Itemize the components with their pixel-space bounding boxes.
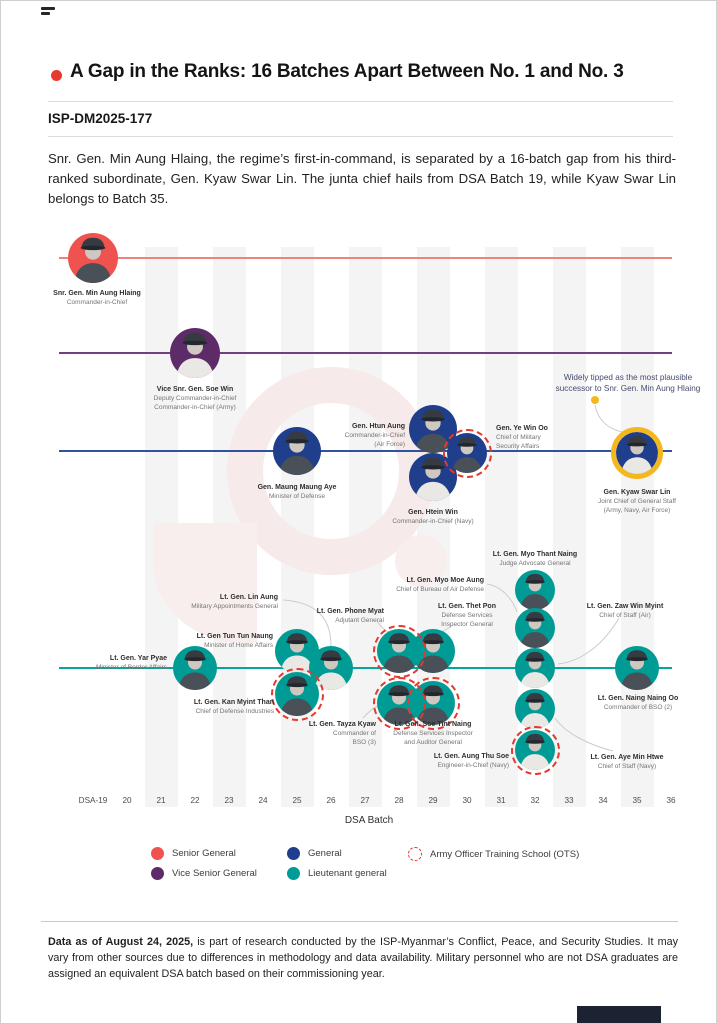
legend-item-senior-general <box>151 847 236 860</box>
officer-marker <box>515 689 555 729</box>
footer-note-body: is part of research conducted by the ISP-Myanmar’s Conflict, Peace, and Security Studies. It may vary from other sources due to differences in methodology and data availability. Military personnel who are not DSA graduates are assigned an equivalent DSA batch based on their commissioning year. <box>48 936 678 981</box>
officer-role: Chief of Bureau of Air Defense <box>396 586 484 593</box>
legend-label: Lieutenant general <box>308 868 387 879</box>
officer-role: BSO (3) <box>352 739 376 746</box>
officer-name: Lt. Gen. Myo Moe Aung <box>406 577 484 584</box>
officer-role: Commander of BSO (2) <box>603 704 673 711</box>
officer-label <box>396 576 484 594</box>
x-tick: 30 <box>462 796 472 805</box>
ots-ring <box>511 726 560 775</box>
officer-role: Minister of Border Affairs <box>95 664 167 671</box>
legend-label: Senior General <box>172 848 236 859</box>
officer-marker <box>515 648 555 688</box>
ots-dashed-circle-icon <box>408 847 422 861</box>
officer-label <box>587 602 664 620</box>
officer-role: Chief of Staff (Air) <box>599 612 651 619</box>
x-tick: 22 <box>190 796 200 805</box>
officer-label <box>493 550 577 568</box>
general-dot-icon <box>287 847 300 860</box>
officer-label <box>591 753 664 771</box>
officer-role: Security Affairs <box>496 443 540 450</box>
officer-portrait <box>515 689 555 729</box>
x-tick: 36 <box>666 796 676 805</box>
officer-role: Judge Advocate General <box>499 560 571 567</box>
ots-ring <box>373 625 426 678</box>
x-tick: 20 <box>122 796 132 805</box>
officer-portrait <box>68 233 118 283</box>
officer-role: Chief of Staff (Navy) <box>597 763 657 770</box>
officer-label <box>598 488 676 515</box>
legend-item-ots <box>408 847 579 861</box>
annotation-line1: Widely tipped as the most plausible <box>563 373 693 382</box>
officer-name: Lt. Gen. Aung Thu Soe <box>433 753 509 760</box>
officer-role: Commander-in-Chief <box>344 432 405 439</box>
ots-ring <box>271 668 324 721</box>
officer-label <box>309 720 376 747</box>
officer-portrait <box>615 646 659 690</box>
document-id: ISP-DM2025-177 <box>48 111 153 126</box>
officer-label <box>258 483 337 501</box>
legend-item-general <box>287 847 342 860</box>
officer-role: (Air Force) <box>374 441 405 448</box>
officer-label <box>438 602 496 629</box>
x-tick: 23 <box>224 796 234 805</box>
officer-portrait <box>515 608 555 648</box>
officer-label <box>434 752 509 770</box>
officer-role: Minister of Defense <box>268 493 325 500</box>
x-tick: 34 <box>598 796 608 805</box>
officer-marker <box>515 570 555 610</box>
officer-name: Lt. Gen. Zaw Win Myint <box>586 603 664 610</box>
officer-label <box>345 422 405 449</box>
officer-name: Lt. Gen. Naing Naing Oo <box>597 695 679 702</box>
officer-role: Inspector General <box>441 621 493 628</box>
officer-name: Lt. Gen. Thet Pon <box>438 603 496 610</box>
officer-name: Gen. Htein Win <box>408 509 458 516</box>
officer-role: and Auditor General <box>404 739 462 746</box>
officer-role: Commander-in-Chief <box>66 299 128 306</box>
x-tick: 24 <box>258 796 268 805</box>
officer-role: Engineer-in-Chief (Navy) <box>437 762 509 769</box>
x-tick: 27 <box>360 796 370 805</box>
officer-role: Minister of Home Affairs <box>204 642 273 649</box>
officer-name: Lt. Gen. Myo Thant Naing <box>492 551 578 558</box>
officer-role: Commander-in-Chief (Navy) <box>392 518 474 525</box>
successor-annotation <box>556 372 701 394</box>
officer-portrait <box>273 427 321 475</box>
officer-role: Joint Chief of General Staff <box>598 498 676 505</box>
legend-label: General <box>308 848 342 859</box>
officer-label <box>96 654 167 672</box>
officer-role: (Army, Navy, Air Force) <box>603 507 671 514</box>
officer-label <box>154 385 237 412</box>
officer-marker <box>615 646 659 690</box>
officer-name: Lt. Gen. Kan Myint Than <box>193 699 274 706</box>
officer-marker <box>173 646 217 690</box>
officer-role: Deputy Commander-in-Chief <box>153 395 237 402</box>
vice-senior-general-dot-icon <box>151 867 164 880</box>
officer-label <box>393 720 472 747</box>
officer-label <box>194 698 274 716</box>
officer-label <box>197 632 273 650</box>
legend-label: Vice Senior General <box>172 868 257 879</box>
officer-marker <box>68 233 118 283</box>
legend-item-vice-senior-general <box>151 867 257 880</box>
officer-portrait <box>173 646 217 690</box>
x-axis-title: DSA Batch <box>344 815 394 826</box>
officer-name: Lt. Gen. Soe Tint Naing <box>394 721 472 728</box>
officer-label <box>53 289 141 307</box>
officer-role: Military Appointments General <box>191 603 278 610</box>
x-tick: DSA-19 <box>78 796 108 805</box>
x-tick: 28 <box>394 796 404 805</box>
officer-portrait <box>515 648 555 688</box>
officer-label <box>392 508 473 526</box>
officer-role: Commander of <box>333 730 376 737</box>
x-tick: 26 <box>326 796 336 805</box>
officer-role: Chief of Defense Industries <box>195 708 274 715</box>
ots-ring <box>443 429 492 478</box>
senior-general-dot-icon <box>151 847 164 860</box>
x-tick: 21 <box>156 796 166 805</box>
officer-name: Lt. Gen. Aye Min Htwe <box>590 754 664 761</box>
x-tick: 31 <box>496 796 506 805</box>
officer-name: Gen. Maung Maung Aye <box>257 484 337 491</box>
officer-role: Adjutant General <box>335 617 384 624</box>
legend-item-lieutenant-general <box>287 867 387 880</box>
officer-label <box>598 694 679 712</box>
lieutenant-general-dot-icon <box>287 867 300 880</box>
officer-name: Gen. Kyaw Swar Lin <box>603 489 671 496</box>
officer-label <box>191 593 278 611</box>
x-tick: 33 <box>564 796 574 805</box>
officer-name: Lt. Gen. Lin Aung <box>219 594 278 601</box>
officer-name: Lt. Gen. Yar Pyae <box>109 655 167 662</box>
x-tick: 35 <box>632 796 642 805</box>
officer-portrait <box>170 328 220 378</box>
officer-name: Snr. Gen. Min Aung Hlaing <box>53 290 141 297</box>
officer-name: Lt. Gen. Phone Myat <box>316 608 384 615</box>
x-tick: 29 <box>428 796 438 805</box>
officer-role: Chief of Military <box>496 434 541 441</box>
intro-paragraph: Snr. Gen. Min Aung Hlaing, the regime’s first-in-command, is separated by a 16-batch gap from his third-ranked subordinate, Gen. Kyaw Swar Lin. The junta chief hails from DSA Batch 19, while Kyaw Swar Lin belongs to Batch 35. <box>48 151 676 206</box>
officer-name: Lt. Gen Tun Tun Naung <box>196 633 273 640</box>
annotation-line2: successor to Snr. Gen. Min Aung Hlaing <box>555 384 701 393</box>
officer-name: Vice Snr. Gen. Soe Win <box>156 386 234 393</box>
officer-name: Gen. Htun Aung <box>351 423 405 430</box>
officer-marker <box>273 427 321 475</box>
officer-role: Defense Services Inspector <box>393 730 473 737</box>
officer-name: Lt. Gen. Tayza Kyaw <box>308 721 376 728</box>
x-tick: 32 <box>530 796 540 805</box>
officer-marker <box>515 608 555 648</box>
officer-portrait <box>515 570 555 610</box>
officer-name: Gen. Ye Win Oo <box>496 425 548 432</box>
successor-highlight-ring <box>611 427 663 479</box>
page-title: A Gap in the Ranks: 16 Batches Apart Between No. 1 and No. 3 <box>70 61 624 82</box>
officer-role: Commander-in-Chief (Army) <box>154 404 236 411</box>
officer-marker <box>170 328 220 378</box>
footer-note-date: Data as of August 24, 2025, <box>48 936 194 948</box>
officer-label <box>317 607 384 625</box>
legend-label: Army Officer Training School (OTS) <box>430 848 580 860</box>
x-tick: 25 <box>292 796 302 805</box>
annotation-dot <box>591 396 599 404</box>
officer-role: Defense Services <box>441 612 493 619</box>
officer-label <box>496 424 548 451</box>
